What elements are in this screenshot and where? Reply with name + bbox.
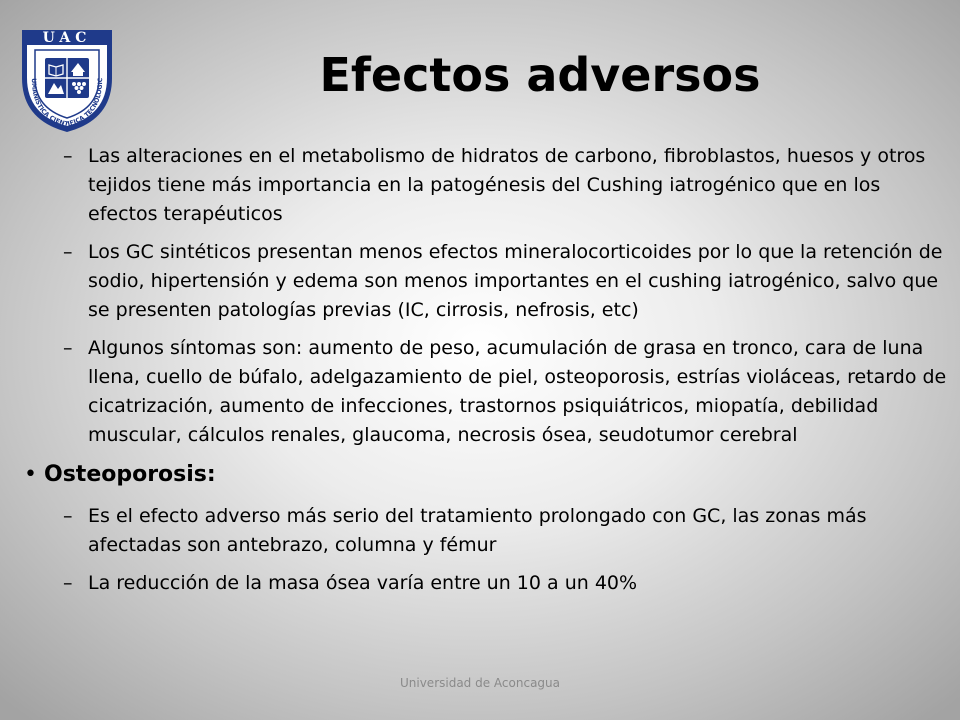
- list-item-text: Algunos síntomas son: aumento de peso, acumulación de grasa en tronco, cara de luna llena, cuello de búfalo, adelgazamiento de piel, osteoporosis, estrías violáceas, retardo de cicatrización, aumento de infecciones, trastornos psiquiátricos, miopatía, debilidad muscular, cálculos renales, glaucoma, necrosis ósea, seudotumor cerebral: [88, 337, 947, 446]
- section-heading-text: Osteoporosis:: [44, 462, 216, 487]
- logo-top-text: UAC: [42, 30, 92, 46]
- list-item-text: Los GC sintéticos presentan menos efectos mineralocorticoides por lo que la retención de sodio, hipertensión y edema son menos importantes en el cushing iatrogénico, salvo que se presenten patologías previas (IC, cirrosis, nefrosis, etc): [88, 241, 943, 321]
- slide-title: Efectos adversos: [319, 48, 761, 102]
- section-heading: [0, 460, 960, 490]
- dash-marker: –: [63, 572, 73, 594]
- slide-content: [0, 142, 960, 607]
- list-item: [0, 142, 960, 229]
- list-item-text: Las alteraciones en el metabolismo de hidratos de carbono, fibroblastos, huesos y otros tejidos tiene más importancia en la patogénesis del Cushing iatrogénico que en los efectos terapéuticos: [88, 145, 926, 225]
- list-item-text: La reducción de la masa ósea varía entre un 10 a un 40%: [88, 572, 638, 594]
- list-item: [0, 569, 960, 598]
- logo-ring-text: UMANISTICA CIENTIFICA TECNOLOGIC: [29, 77, 105, 129]
- list-item: [0, 502, 960, 560]
- dash-marker: –: [63, 505, 73, 527]
- list-item-text: Es el efecto adverso más serio del tratamiento prolongado con GC, las zonas más afectadas son antebrazo, columna y fémur: [88, 505, 867, 556]
- shield-crest-icon: [18, 26, 116, 134]
- bullet-icon: •: [24, 462, 37, 487]
- list-item: [0, 238, 960, 325]
- dash-marker: –: [63, 145, 73, 167]
- slide-footer: Universidad de Aconcagua: [399, 676, 560, 690]
- list-item: [0, 334, 960, 450]
- dash-marker: –: [63, 337, 73, 359]
- uac-logo: [18, 26, 116, 134]
- dash-marker: –: [63, 241, 73, 263]
